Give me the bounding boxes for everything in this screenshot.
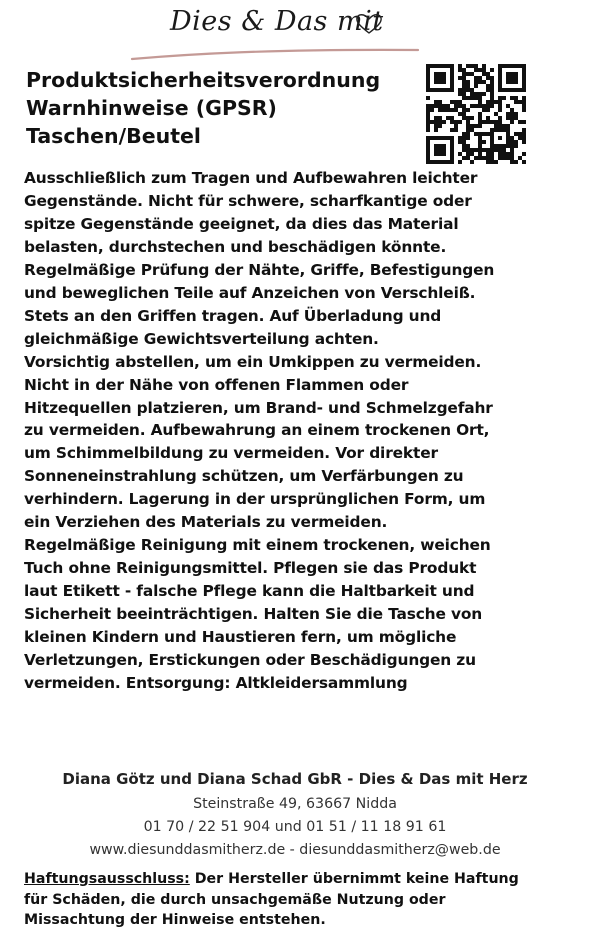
warning-line: ein Verziehen des Materials zu vermeiden. xyxy=(24,513,388,532)
brand-logo xyxy=(130,4,420,62)
warning-text xyxy=(24,167,576,695)
warning-line: Nicht in der Nähe von offenen Flammen oder xyxy=(24,375,409,394)
title-line: Taschen/Beutel xyxy=(26,124,201,148)
warning-line: verhindern. Lagerung in der ursprünglichen Form, um xyxy=(24,490,486,509)
warning-line: Stets an den Griffen tragen. Auf Überladung und xyxy=(24,306,442,325)
warning-line: laut Etikett - falsche Pflege kann die Haltbarkeit und xyxy=(24,582,475,601)
disclaimer-text: Der Hersteller übernimmt keine Haftung xyxy=(189,871,519,887)
qr-code-icon xyxy=(426,64,526,164)
warning-line: vermeiden. Entsorgung: Altkleidersammlung xyxy=(24,673,408,692)
company-address: Steinstraße 49, 63667 Nidda xyxy=(193,796,397,812)
warning-line: Ausschließlich zum Tragen und Aufbewahren leichter xyxy=(24,169,478,187)
company-name: Diana Götz und Diana Schad GbR - Dies & Das mit Herz xyxy=(62,770,528,788)
disclaimer-line-1 xyxy=(24,869,574,890)
disclaimer xyxy=(24,869,574,931)
warning-line: belasten, durchstechen und beschädigen könnte. xyxy=(24,237,447,256)
warning-line: Regelmäßige Prüfung der Nähte, Griffe, Befestigungen xyxy=(24,260,495,279)
warning-line: Sonneneinstrahlung schützen, um Verfärbungen zu xyxy=(24,467,464,486)
warning-line: Gegenstände. Nicht für schwere, scharfkantige oder xyxy=(24,191,472,210)
disclaimer-line-2: für Schäden, die durch unsachgemäße Nutzung oder xyxy=(24,891,446,908)
warning-line: Regelmäßige Reinigung mit einem trockenen, weichen xyxy=(24,536,491,555)
warning-line: Hitzequellen platzieren, um Brand- und Schmelzgefahr xyxy=(24,398,493,417)
company-phones: 01 70 / 22 51 904 und 01 51 / 11 18 91 61 xyxy=(143,819,447,835)
company-web-email: www.diesunddasmitherz.de - diesunddasmitherz@web.de xyxy=(89,842,501,858)
warning-line: zu vermeiden. Aufbewahrung an einem trockenen Ort, xyxy=(24,421,490,440)
logo-text: Dies & Das mit xyxy=(170,6,384,37)
warning-line: gleichmäßige Gewichtsverteilung achten. xyxy=(24,329,379,348)
warning-line: Verletzungen, Erstickungen oder Beschädigungen zu xyxy=(24,651,476,670)
logo-swoosh xyxy=(130,32,420,62)
warning-line: kleinen Kindern und Haustieren fern, um mögliche xyxy=(24,628,457,647)
warning-line: Sicherheit beeinträchtigen. Halten Sie die Tasche von xyxy=(24,605,483,624)
warning-line: Vorsichtig abstellen, um ein Umkippen zu vermeiden. xyxy=(24,352,482,371)
warning-line: spitze Gegenstände geeignet, da dies das Material xyxy=(24,214,459,233)
disclaimer-line-3: Missachtung der Hinweise entstehen. xyxy=(24,912,326,928)
title-line: Produktsicherheitsverordnung xyxy=(26,68,381,92)
disclaimer-label: Haftungsausschluss: xyxy=(24,871,190,887)
warning-line: um Schimmelbildung zu vermeiden. Vor direkter xyxy=(24,444,438,463)
document-title xyxy=(26,66,406,150)
warning-line: Tuch ohne Reinigungsmittel. Pflegen sie das Produkt xyxy=(24,559,477,578)
title-line: Warnhinweise (GPSR) xyxy=(26,96,277,120)
warning-line: und beweglichen Teile auf Anzeichen von Verschleiß. xyxy=(24,283,476,302)
